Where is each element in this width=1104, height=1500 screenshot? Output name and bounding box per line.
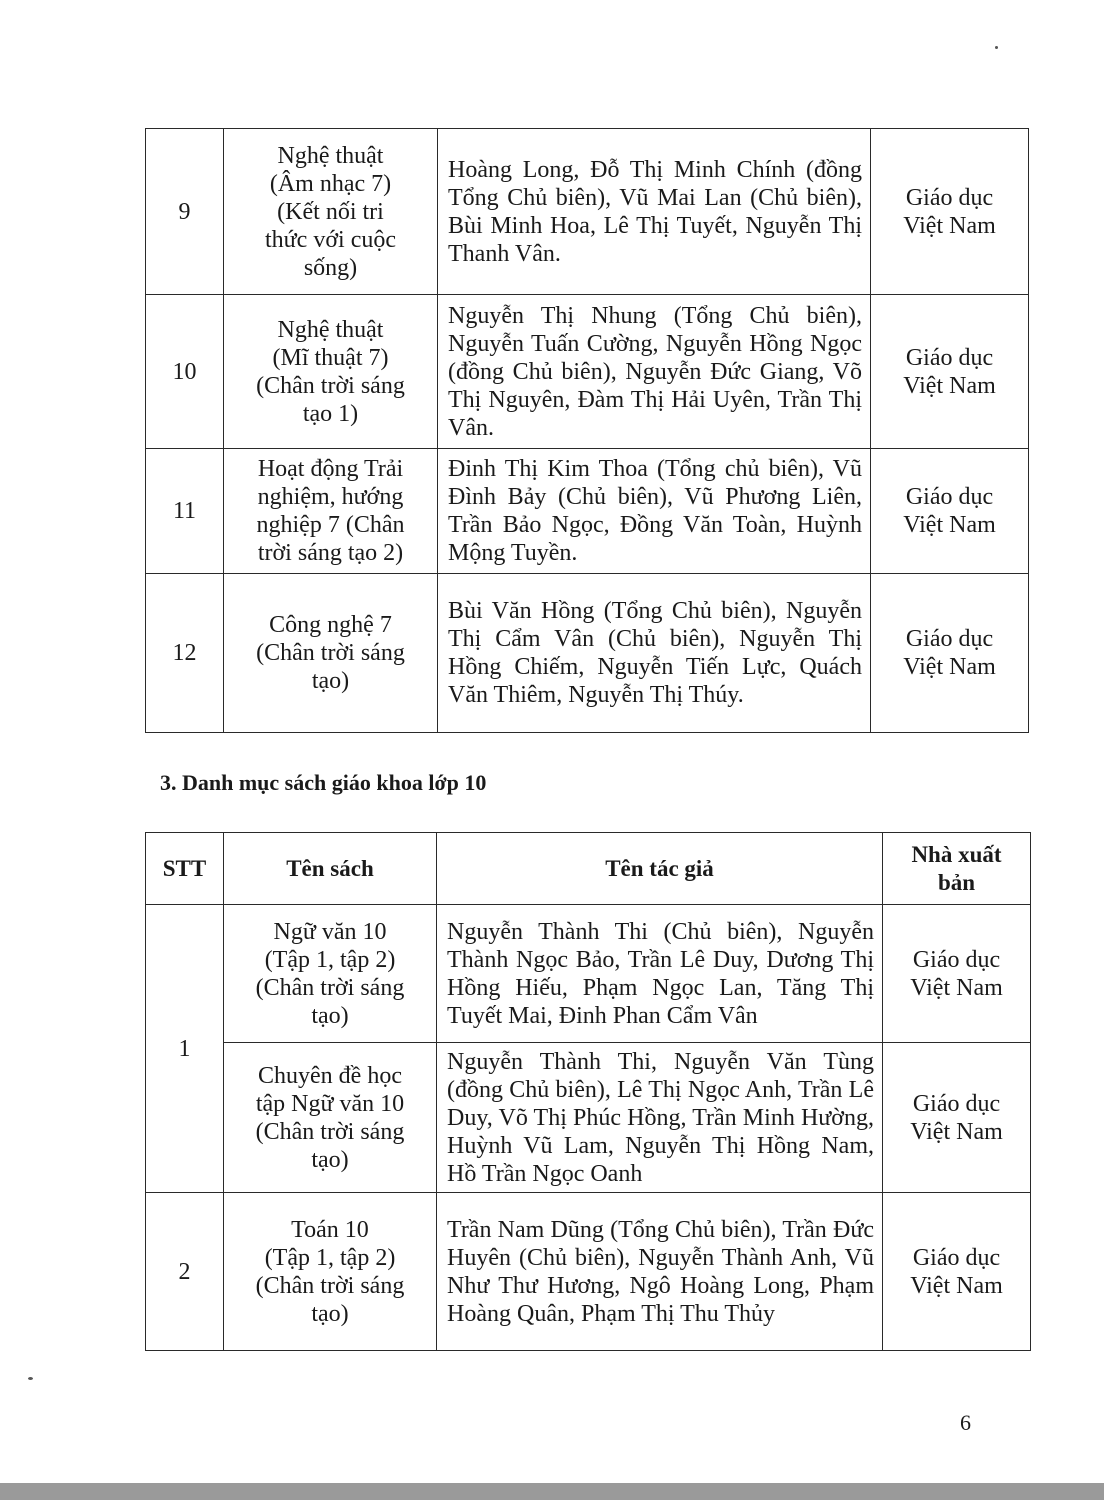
section-heading: 3. Danh mục sách giáo khoa lớp 10 <box>160 770 487 795</box>
book-title: Công nghệ 7 (Chân trời sáng tạo) <box>224 574 438 733</box>
header-publisher: Nhà xuất bản <box>883 833 1031 905</box>
book-publisher: Giáo dục Việt Nam <box>871 574 1029 733</box>
row-number: 1 <box>146 905 224 1193</box>
row-number: 9 <box>146 129 224 295</box>
scan-edge-band <box>0 1483 1104 1500</box>
book-authors: Trần Nam Dũng (Tổng Chủ biên), Trần Đức Huyên (Chủ biên), Nguyễn Thành Anh, Vũ Như Thư Hương, Ngô Hoàng Long, Phạm Hoàng Quân, Phạm Thị Thu Thủy <box>437 1193 883 1351</box>
scan-speck <box>995 46 998 49</box>
book-authors: Bùi Văn Hồng (Tổng Chủ biên), Nguyễn Thị Cẩm Vân (Chủ biên), Nguyễn Thị Hồng Chiếm, Nguyễn Tiến Lực, Quách Văn Thiêm, Nguyễn Thị Thúy. <box>438 574 871 733</box>
book-title: Nghệ thuật (Mĩ thuật 7) (Chân trời sáng tạo 1) <box>224 295 438 449</box>
header-authors: Tên tác giả <box>437 833 883 905</box>
grade7-textbook-table <box>145 128 1029 733</box>
header-stt: STT <box>146 833 224 905</box>
table-row <box>146 1193 1031 1351</box>
book-title: Chuyên đề học tập Ngữ văn 10 (Chân trời sáng tạo) <box>224 1043 437 1193</box>
table-row <box>146 1043 1031 1193</box>
row-number: 12 <box>146 574 224 733</box>
row-number: 11 <box>146 449 224 574</box>
book-authors: Nguyễn Thành Thi, Nguyễn Văn Tùng (đồng Chủ biên), Lê Thị Ngọc Anh, Trần Lê Duy, Võ Thị Phúc Hồng, Trần Minh Hường, Huỳnh Vũ Lam, Nguyễn Thị Hồng Nam, Hồ Trần Ngọc Oanh <box>437 1043 883 1193</box>
book-publisher: Giáo dục Việt Nam <box>871 449 1029 574</box>
book-publisher: Giáo dục Việt Nam <box>871 129 1029 295</box>
row-number: 2 <box>146 1193 224 1351</box>
table-row <box>146 129 1029 295</box>
table-row <box>146 295 1029 449</box>
book-authors: Nguyễn Thành Thi (Chủ biên), Nguyễn Thành Ngọc Bảo, Trần Lê Duy, Dương Thị Hồng Hiếu, Phạm Ngọc Lan, Tăng Thị Tuyết Mai, Đinh Phan Cẩm Vân <box>437 905 883 1043</box>
book-publisher: Giáo dục Việt Nam <box>871 295 1029 449</box>
table-header-row <box>146 833 1031 905</box>
book-publisher: Giáo dục Việt Nam <box>883 1193 1031 1351</box>
header-book-title: Tên sách <box>224 833 437 905</box>
row-number: 10 <box>146 295 224 449</box>
table-row <box>146 905 1031 1043</box>
book-title: Nghệ thuật (Âm nhạc 7) (Kết nối tri thức với cuộc sống) <box>224 129 438 295</box>
book-publisher: Giáo dục Việt Nam <box>883 1043 1031 1193</box>
book-title: Toán 10 (Tập 1, tập 2) (Chân trời sáng tạo) <box>224 1193 437 1351</box>
book-title: Hoạt động Trải nghiệm, hướng nghiệp 7 (Chân trời sáng tạo 2) <box>224 449 438 574</box>
table-row <box>146 449 1029 574</box>
book-publisher: Giáo dục Việt Nam <box>883 905 1031 1043</box>
book-authors: Hoàng Long, Đỗ Thị Minh Chính (đồng Tổng Chủ biên), Vũ Mai Lan (Chủ biên), Bùi Minh Hoa, Lê Thị Tuyết, Nguyễn Thị Thanh Vân. <box>438 129 871 295</box>
scan-speck <box>28 1377 33 1380</box>
book-authors: Đinh Thị Kim Thoa (Tổng chủ biên), Vũ Đình Bảy (Chủ biên), Vũ Phương Liên, Trần Bảo Ngọc, Đồng Văn Toàn, Huỳnh Mộng Tuyền. <box>438 449 871 574</box>
book-title: Ngữ văn 10 (Tập 1, tập 2) (Chân trời sáng tạo) <box>224 905 437 1043</box>
table-row <box>146 574 1029 733</box>
grade10-textbook-table <box>145 832 1031 1351</box>
book-authors: Nguyễn Thị Nhung (Tổng Chủ biên), Nguyễn Tuấn Cường, Nguyễn Hồng Ngọc (đồng Chủ biên), Nguyễn Đức Giang, Võ Thị Nguyên, Đàm Thị Hải Uyên, Trần Thị Vân. <box>438 295 871 449</box>
page-number: 6 <box>960 1410 971 1435</box>
